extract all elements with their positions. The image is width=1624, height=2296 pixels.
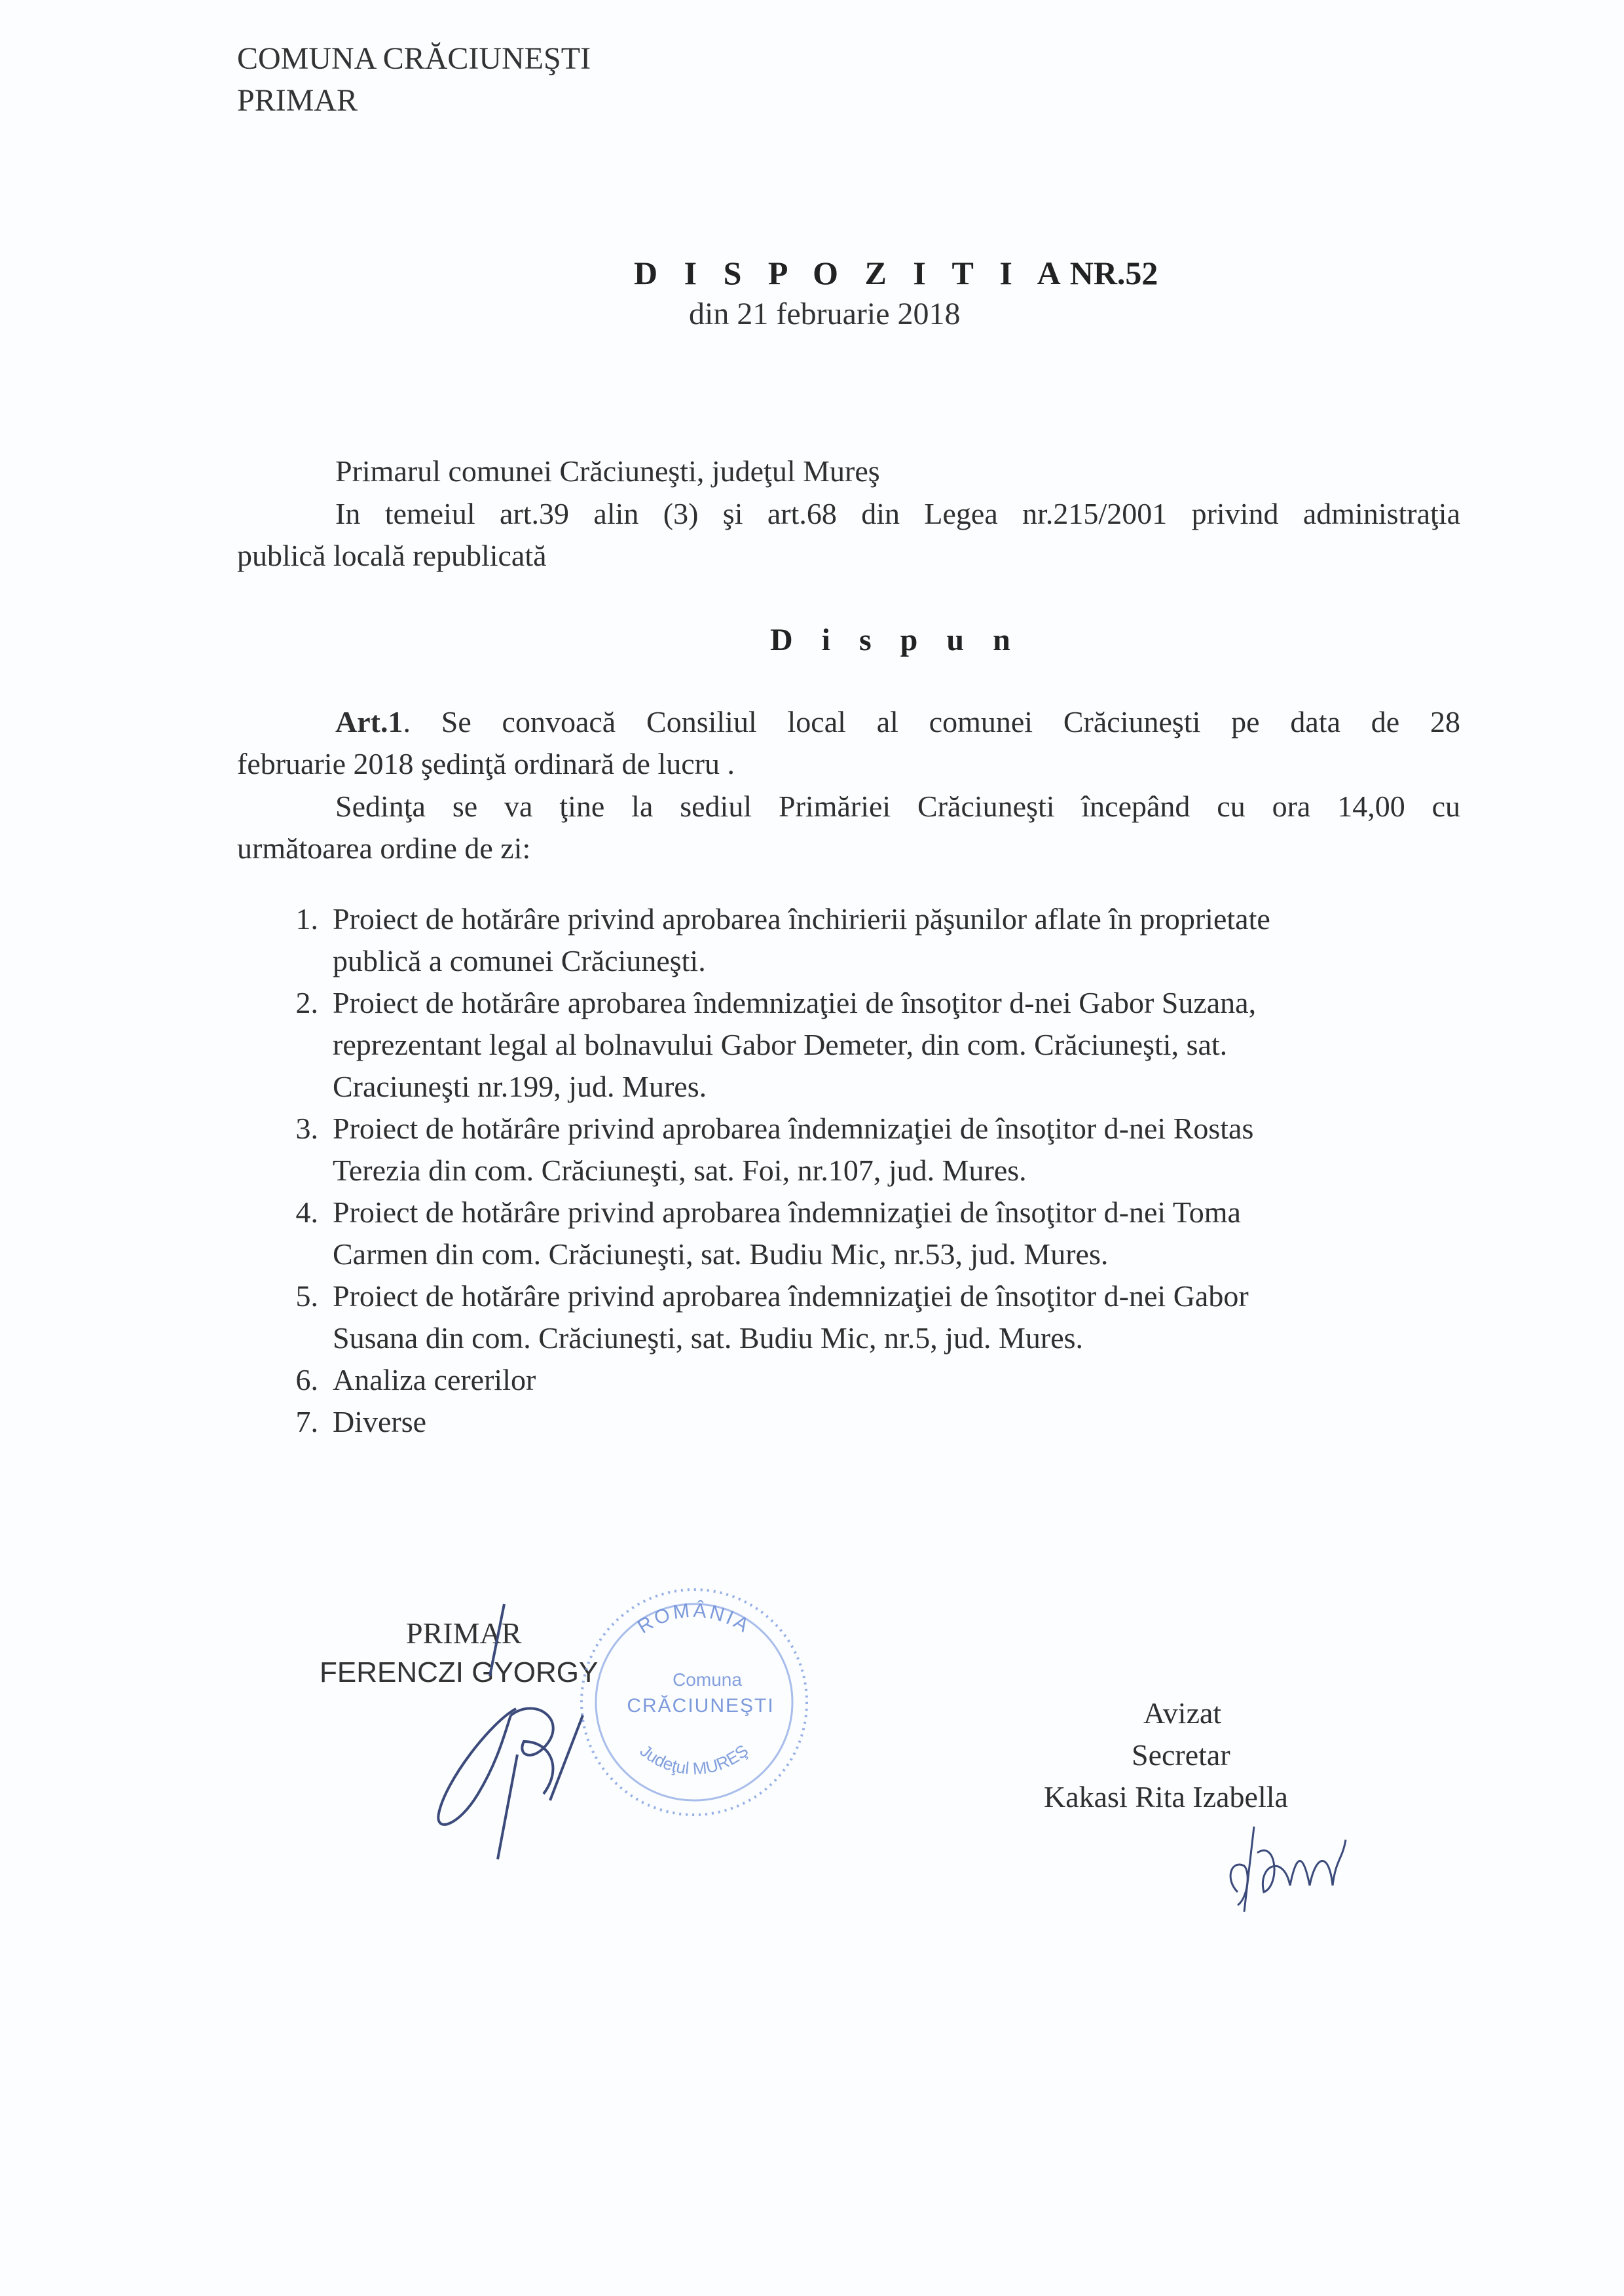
agenda-item-number: 3. (295, 1112, 318, 1145)
mayor-signature (419, 1597, 589, 1872)
agenda-item-line: Craciuneşti nr.199, jud. Mures. (333, 1070, 707, 1103)
stamp-text-top: ROMÂNIA (633, 1599, 755, 1638)
article1-line-2: februarie 2018 şedinţă ordinară de lucru . (237, 747, 735, 780)
agenda-item (262, 1401, 1460, 1443)
article1-text-1: . Se convoacă Consiliul local al comunei Crăciuneşti pe data de 28 (403, 705, 1460, 738)
agenda-item-line: Proiect de hotărâre privind aprobarea îndemnizaţiei de însoţitor d-nei Gabor (333, 1279, 1249, 1313)
agenda-item-line: Proiect de hotărâre privind aprobarea îndemnizaţiei de însoţitor d-nei Toma (333, 1195, 1241, 1229)
article1-line-4: următoarea ordine de zi: (237, 831, 531, 865)
agenda-item-number: 5. (295, 1279, 318, 1313)
document-number: NR.52 (1069, 255, 1158, 291)
agenda-item (262, 1192, 1460, 1275)
article1-line-1 (335, 704, 1460, 739)
agenda-item-number: 4. (295, 1195, 318, 1229)
agenda-item (262, 898, 1460, 982)
agenda-item-line: Proiect de hotărâre privind aprobarea închirierii păşunilor aflate în proprietate (333, 902, 1270, 936)
agenda-item (262, 1275, 1460, 1359)
agenda-item-number: 7. (295, 1405, 318, 1438)
agenda-item-text (333, 982, 1460, 1108)
institution-role: PRIMAR (237, 83, 358, 118)
agenda-item-number: 6. (295, 1363, 318, 1396)
document-title (634, 254, 1158, 292)
agenda-item-text (333, 898, 1460, 982)
mayor-name: FERENCZI GYORGY (320, 1656, 599, 1688)
document-date: din 21 februarie 2018 (689, 297, 961, 331)
mayor-title: PRIMAR (406, 1616, 522, 1650)
agenda-item-line: Proiect de hotărâre aprobarea îndemnizaţiei de însoţitor d-nei Gabor Suzana, (333, 986, 1257, 1019)
secretary-avizat: Avizat (1143, 1696, 1222, 1730)
stamp-text-middle-1: Comuna (673, 1669, 742, 1690)
agenda-item-line: Analiza cererilor (333, 1363, 536, 1396)
institution-name: COMUNA CRĂCIUNEŞTI (237, 41, 591, 76)
secretary-name: Kakasi Rita Izabella (1044, 1780, 1288, 1813)
agenda-item-line: Terezia din com. Crăciuneşti, sat. Foi, nr.107, jud. Mures. (333, 1154, 1027, 1187)
agenda-item-text (333, 1275, 1460, 1359)
agenda-item-text (333, 1401, 1460, 1443)
intro-line-2: In temeiul art.39 alin (3) şi art.68 din Legea nr.215/2001 privind administraţia (335, 497, 1460, 530)
official-stamp (570, 1578, 819, 1827)
agenda-item-number: 1. (295, 902, 318, 936)
dispun-heading: D i s p u n (770, 623, 1021, 657)
document-title-main: D I S P O Z I T I A (634, 255, 1070, 291)
agenda-item (262, 982, 1460, 1108)
intro-line-1: Primarul comunei Crăciuneşti, judeţul Mureş (335, 454, 880, 488)
agenda-item-line: Diverse (333, 1405, 427, 1438)
agenda-item (262, 1359, 1460, 1401)
agenda-item (262, 1108, 1460, 1192)
agenda-item-line: Proiect de hotărâre privind aprobarea îndemnizaţiei de însoţitor d-nei Rostas (333, 1112, 1254, 1145)
agenda-item-line: reprezentant legal al bolnavului Gabor Demeter, din com. Crăciuneşti, sat. (333, 1028, 1228, 1061)
stamp-text-bottom: Judeţul MUREŞ (636, 1740, 752, 1779)
agenda-item-text (333, 1108, 1460, 1192)
agenda-item-number: 2. (295, 986, 318, 1019)
agenda-item-line: Susana din com. Crăciuneşti, sat. Budiu Mic, nr.5, jud. Mures. (333, 1321, 1084, 1355)
article1-label: Art.1 (335, 705, 403, 738)
intro-line-3: publică locală republicată (237, 539, 547, 572)
article1-line-3: Sedinţa se va ţine la sediul Primăriei Crăciuneşti începând cu ora 14,00 cu (335, 790, 1460, 823)
secretary-signature (1218, 1813, 1362, 1918)
agenda-item-line: Carmen din com. Crăciuneşti, sat. Budiu Mic, nr.53, jud. Mures. (333, 1237, 1109, 1271)
stamp-text-middle-2: CRĂCIUNEŞTI (627, 1695, 775, 1717)
agenda-item-text (333, 1192, 1460, 1275)
agenda-item-text (333, 1359, 1460, 1401)
agenda-item-line: publică a comunei Crăciuneşti. (333, 944, 706, 977)
secretary-title: Secretar (1132, 1738, 1230, 1772)
agenda-list (262, 898, 1460, 1443)
